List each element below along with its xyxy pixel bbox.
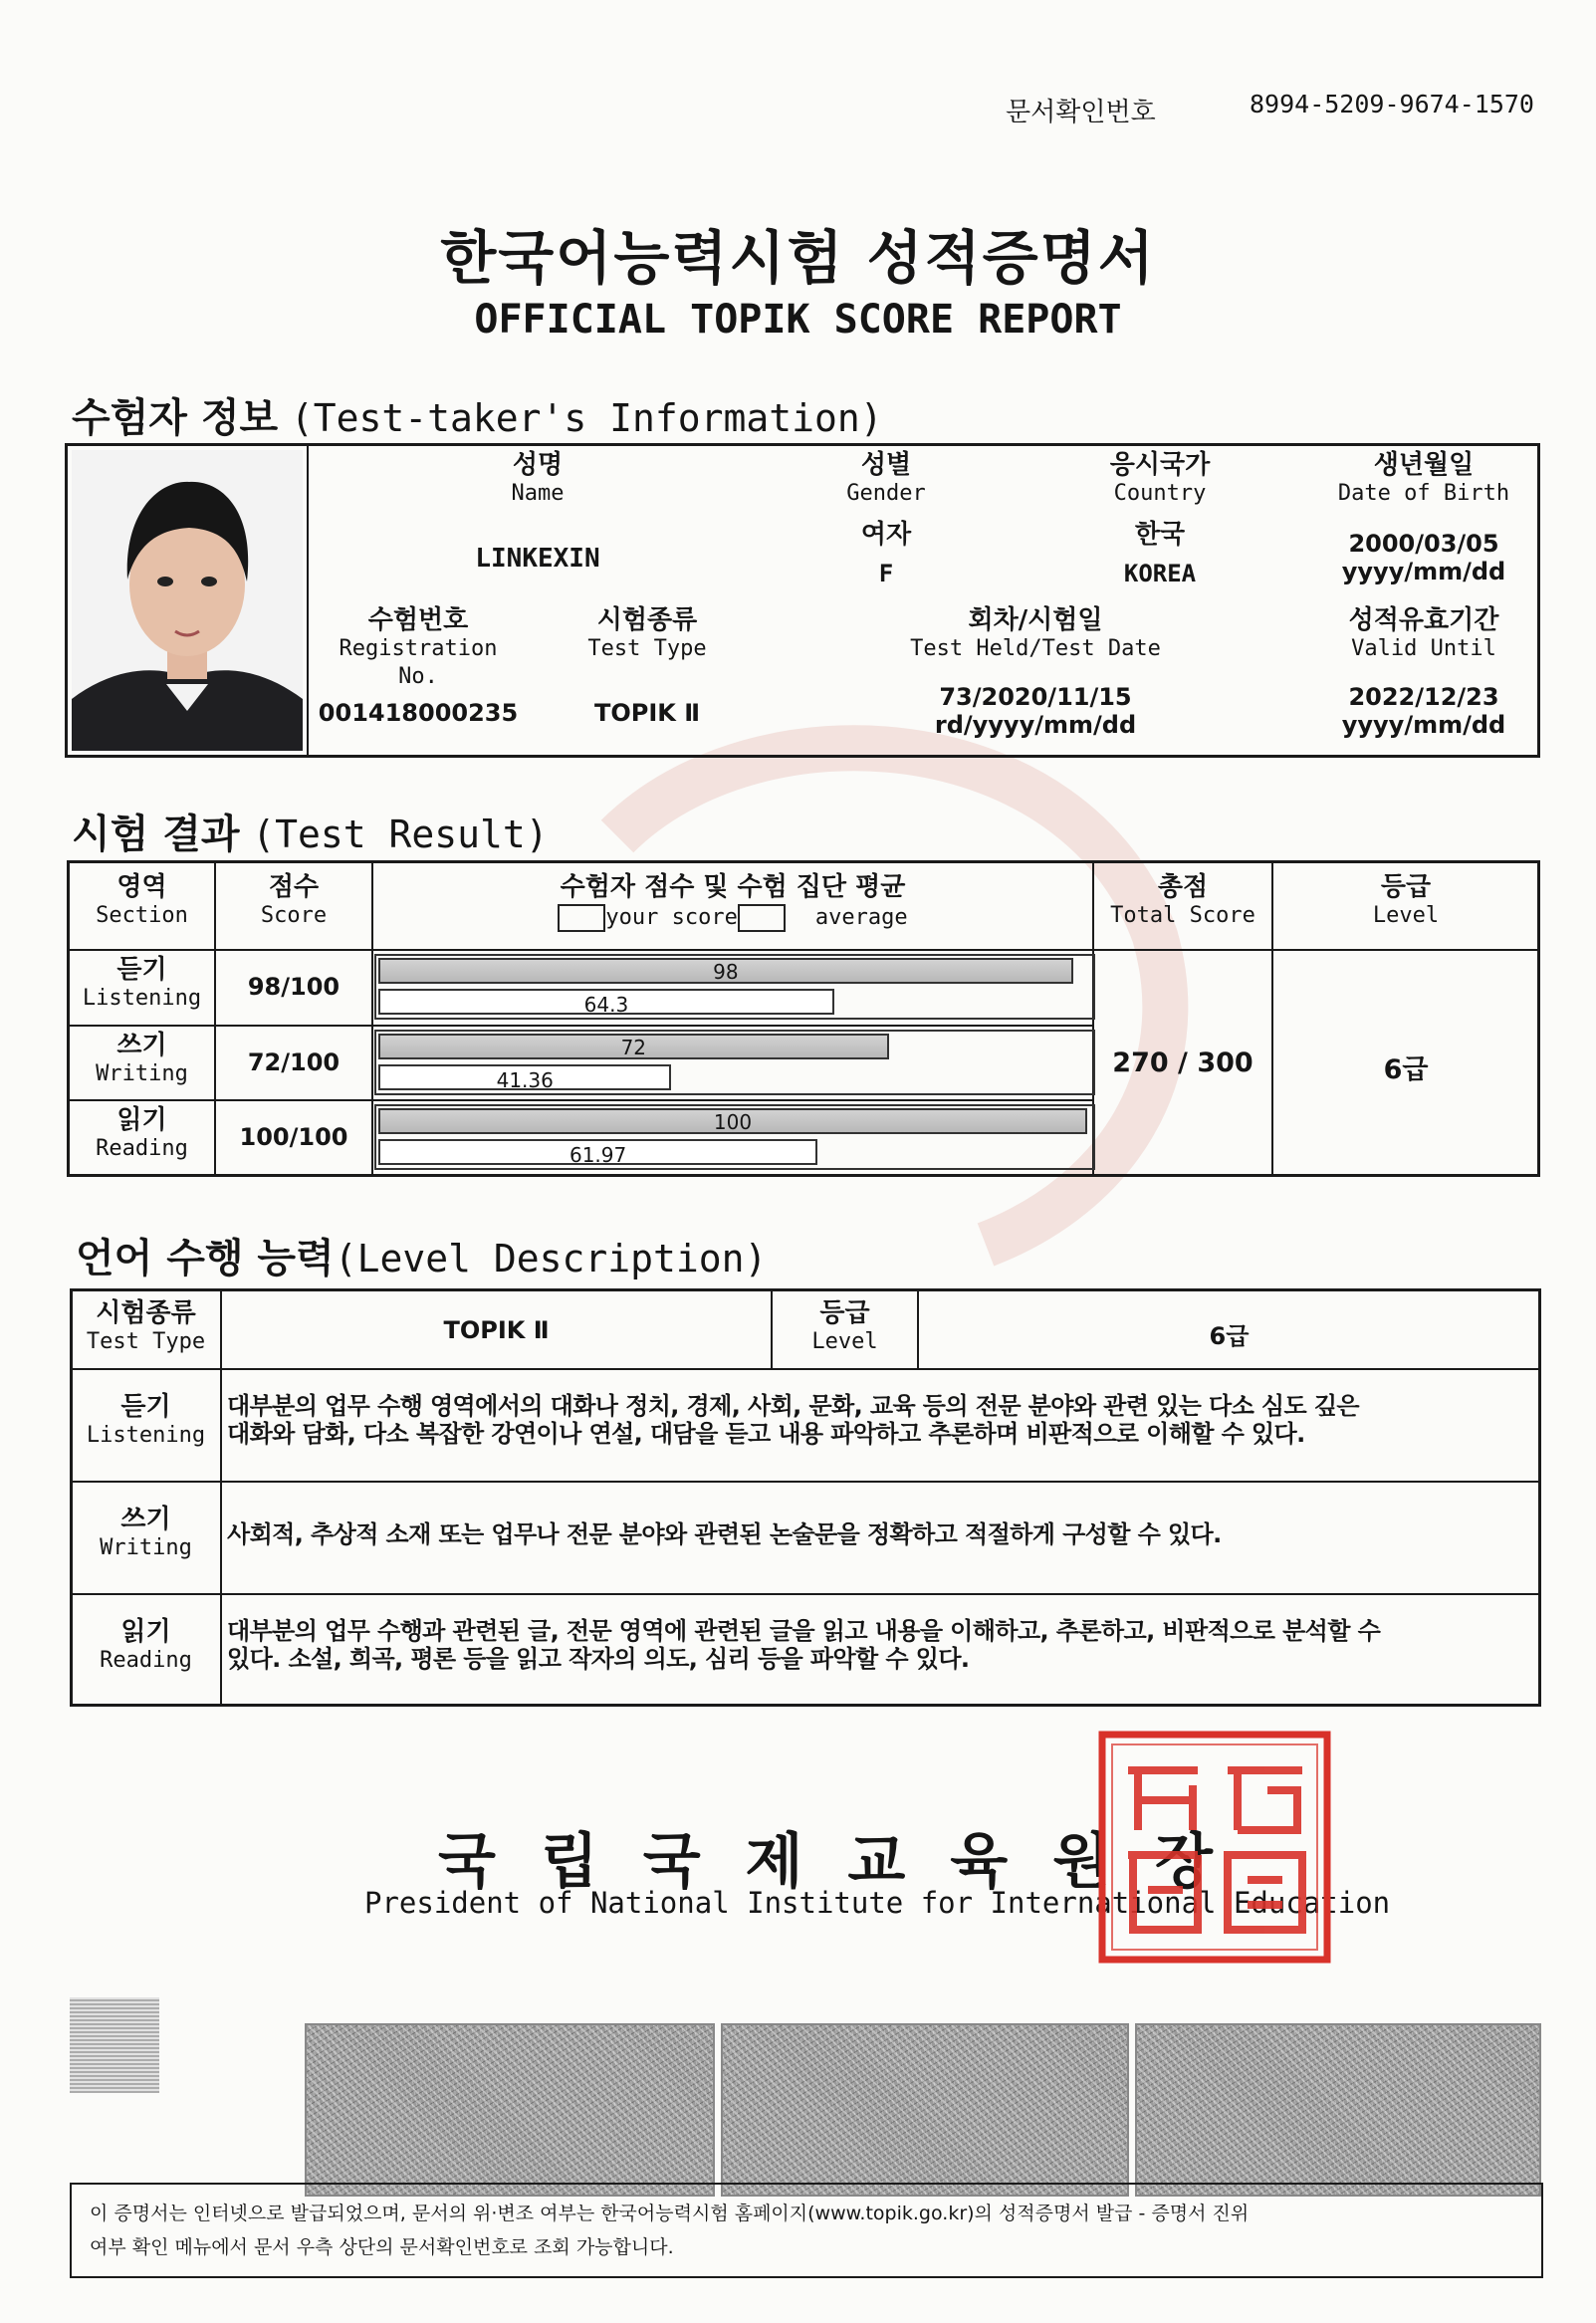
your-score-bar (378, 1108, 1087, 1134)
level-description: 사회적, 추상적 소재 또는 업무나 전문 분야와 관련된 논술문을 정확하고 적절하게 구성할 수 있다. (227, 1520, 1222, 1548)
section-label: 쓰기 Writing (96, 1031, 188, 1086)
section-score: 98/100 (247, 973, 341, 1001)
col-total-label: 총점 Total Score (1110, 872, 1255, 928)
legend-avg-swatch (738, 904, 786, 932)
level-level-label: 등급 Level (811, 1298, 878, 1354)
level-divider (72, 1368, 1539, 1370)
col-graph-label: 수험자 점수 및 수험 집단 평균 your score average (373, 872, 1092, 932)
section-score: 72/100 (247, 1048, 341, 1076)
title-korean: 한국어능력시험 성적증명서 (440, 224, 1156, 292)
col-score-label: 점수 Score (260, 872, 328, 928)
section-label: 듣기 Listening (82, 955, 202, 1011)
reg-no-label: 수험번호 Registration No. (339, 605, 498, 689)
info-heading (72, 386, 883, 443)
birth-value: 2000/03/05 yyyy/mm/dd (1341, 530, 1506, 585)
result-divider (69, 949, 1162, 951)
average-score-label: 64.3 (583, 993, 629, 1017)
average-score-bar (378, 1064, 671, 1090)
your-score-label: 98 (713, 960, 739, 984)
average-score-bar (378, 989, 834, 1015)
info-heading-en: (Test-taker's Information) (290, 396, 883, 440)
birth-label: 생년월일 Date of Birth (1337, 450, 1510, 506)
average-score-bar (378, 1139, 817, 1165)
test-date-label: 회차/시험일 Test Held/Test Date (910, 605, 1161, 661)
security-pattern-2 (721, 2023, 1129, 2197)
total-score-value: 270 / 300 (1112, 1047, 1254, 1078)
your-score-label: 72 (620, 1036, 647, 1059)
your-score-bar (378, 1034, 889, 1059)
name-value: LINKEXIN (475, 544, 600, 574)
issuer-korean: 국 립 국 제 교 육 원 장 (438, 1827, 1225, 1897)
test-date-value: 73/2020/11/15 rd/yyyy/mm/dd (934, 683, 1137, 739)
level-desc-heading: 언어 수행 능력(Level Description) (76, 1236, 768, 1281)
security-pattern-3 (1135, 2023, 1541, 2197)
result-divider (69, 1025, 1092, 1027)
level-description: 대부분의 업무 수행과 관련된 글, 전문 영역에 관련된 글을 읽고 내용을 이해하고, 추론하고, 비판적으로 분석할 수 있다. 소설, 희곡, 평론 등을 읽고 작자의 의도, 심리 등을 파악할 수 있다. (227, 1617, 1381, 1673)
average-score-label: 41.36 (496, 1068, 554, 1092)
your-score-bar (378, 958, 1073, 984)
info-heading-ko: 수험자 정보 (72, 395, 279, 441)
country-label: 응시국가 Country (1109, 450, 1211, 506)
level-section-label: 쓰기 Writing (100, 1505, 192, 1560)
result-divider (69, 1099, 1092, 1101)
level-type-value: TOPIK Ⅱ (443, 1316, 550, 1344)
level-level-value: 6급 (1209, 1322, 1250, 1350)
valid-until-label: 성적유효기간 Valid Until (1348, 605, 1499, 661)
name-label: 성명 Name (511, 450, 565, 506)
info-divider (307, 445, 309, 756)
gender-value: 여자 F (860, 520, 912, 587)
photo (72, 450, 303, 751)
result-heading: 시험 결과 (Test Result) (72, 812, 549, 857)
reg-no-value: 001418000235 (318, 699, 519, 727)
valid-until-value: 2022/12/23 yyyy/mm/dd (1341, 683, 1506, 739)
level-divider (72, 1481, 1539, 1483)
country-value: 한국 KOREA (1123, 520, 1197, 587)
level-description: 대부분의 업무 수행 영역에서의 대화나 정치, 경제, 사회, 문화, 교육 등의 전문 분야와 관련 있는 다소 심도 깊은 대화와 담화, 다소 복잡한 강연이나 연설, 대담을 듣고 내용 파악하고 추론하며 비판적으로 이해할 수 있다. (227, 1392, 1360, 1448)
level-type-label: 시험종류 Test Type (86, 1298, 206, 1354)
level-section-label: 듣기 Listening (86, 1392, 206, 1448)
section-score: 100/100 (239, 1123, 348, 1151)
section-label: 읽기 Reading (96, 1105, 188, 1161)
your-score-label: 100 (713, 1110, 753, 1134)
result-divider (1092, 949, 1538, 951)
barcode-pattern (70, 1997, 159, 2093)
test-type-value: TOPIK Ⅱ (593, 699, 701, 727)
level-section-label: 읽기 Reading (100, 1617, 192, 1673)
doc-number-label: 문서확인번호 (1006, 98, 1156, 127)
test-type-label: 시험종류 Test Type (587, 605, 707, 661)
level-divider (72, 1593, 1539, 1595)
gender-label: 성별 Gender (846, 450, 926, 506)
average-score-label: 61.97 (569, 1143, 627, 1167)
col-level-label: 등급 Level (1372, 872, 1440, 928)
col-section-label: 영역 Section (96, 872, 188, 928)
legend-your-swatch (558, 904, 605, 932)
title-english: OFFICIAL TOPIK SCORE REPORT (474, 297, 1122, 343)
level-divider (220, 1290, 222, 1705)
doc-number-value: 8994-5209-9674-1570 (1250, 90, 1534, 118)
issuer-english: President of National Institute for International Education (364, 1886, 1391, 1920)
security-pattern-1 (305, 2023, 715, 2197)
official-seal (1098, 1731, 1331, 1964)
footer-notice: 이 증명서는 인터넷으로 발급되었으며, 문서의 위·변조 여부는 한국어능력시험 홈페이지(www.topik.go.kr)의 성적증명서 발급 - 증명서 진위 여부 확인 메뉴에서 문서 우측 상단의 문서확인번호로 조회 가능합니다. (90, 2203, 1250, 2258)
level-value: 6급 (1383, 1054, 1429, 1085)
